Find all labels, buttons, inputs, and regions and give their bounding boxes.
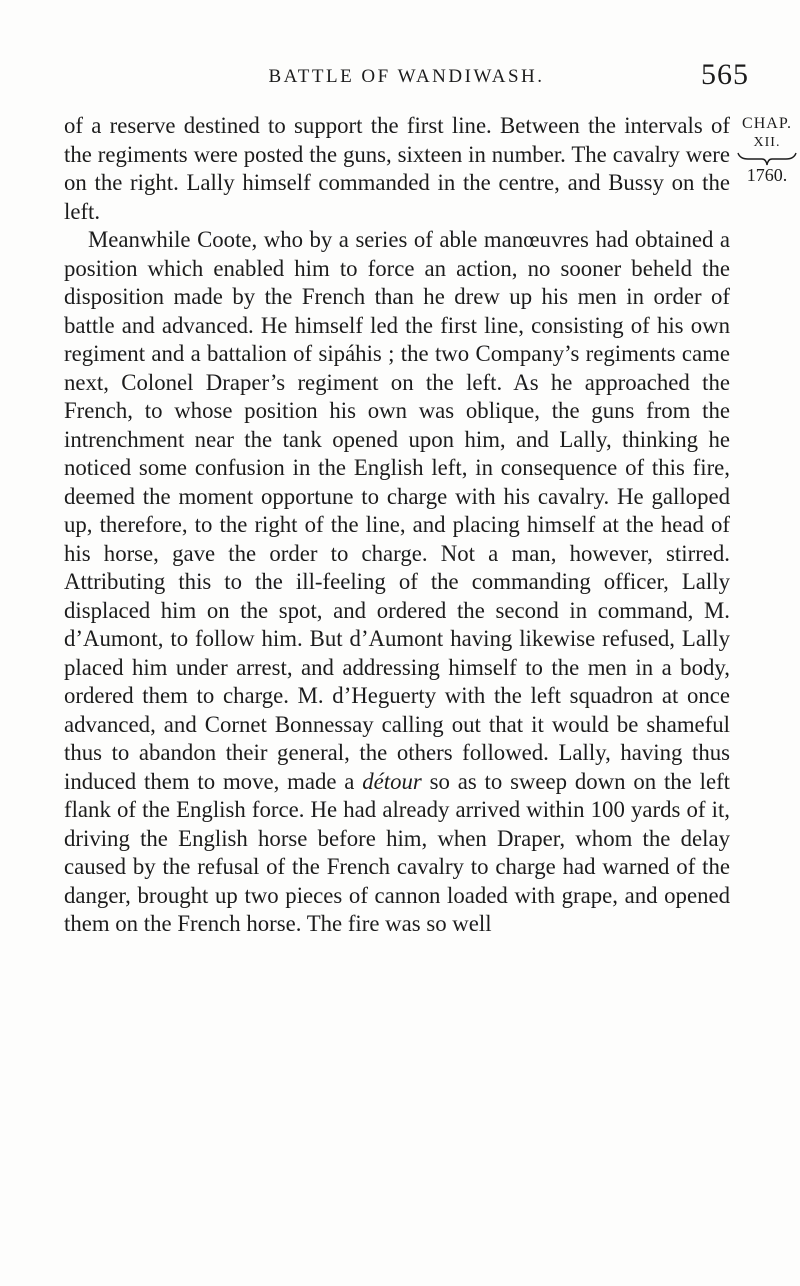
running-title: BATTLE OF WANDIWASH. [268,66,545,87]
running-header [64,58,749,98]
page-number: 565 [701,58,749,91]
paragraph-2-text-a: Meanwhile Coote, who by a series of able manœuvres had obtained a position which enabled him to force an action, no sooner beheld the disposition made by the French than he drew up his men in order of battle and advanced. He himself led the first line, consisting of his own regiment and a battalion of sipáhis ; the two Company’s regiments came next, Colonel Draper’s regiment on the left. As he approached the French, to whose position his own was oblique, the guns from the intrenchment near the tank opened upon him, and Lally, thinking he noticed some confusion in the English left, in consequence of this fire, deemed the moment opportune to charge with his cavalry. He galloped up, therefore, to the right of the line, and placing himself at the head of his horse, gave the order to charge. Not a man, however, stirred. Attributing this to the ill-feeling of the commanding officer, Lally displaced him on the spot, and ordered the second in command, M. d’Aumont, to follow him. But d’Aumont having likewise refused, Lally placed him under arrest, and addressing himself to the men in a body, ordered them to charge. M. d’Heguerty with the left squadron at once advanced, and Cornet Bonnessay calling out that it would be shameful thus to abandon their general, the others followed. Lally, having thus induced them to move, made a [64,227,730,794]
paragraph-2-text-b: so as to sweep down on the left flank of the English force. He had already arrived within 100 yards of it, driving the English horse before him, when Draper, whom the delay caused by the refusal of the French cavalry to charge had warned of the danger, brought up two pieces of cannon loaded with grape, and opened them on the French horse. The fire was so well [64,768,731,936]
paragraph-2 [64,226,730,939]
paragraph-1: of a reserve destined to support the first line. Between the intervals of the regiments were posted the guns, sixteen in number. The cavalry were on the right. Lally himself commanded in the centre, and Bussy on the left. [64,113,730,224]
margin-chapter-number: XII. [753,135,781,150]
margin-note [733,114,800,185]
margin-year: 1760. [746,165,788,185]
italic-word-detour: détour [362,768,422,794]
margin-chapter-label: CHAP. [742,115,792,132]
body-text [64,112,730,939]
margin-brace-icon [736,152,798,166]
